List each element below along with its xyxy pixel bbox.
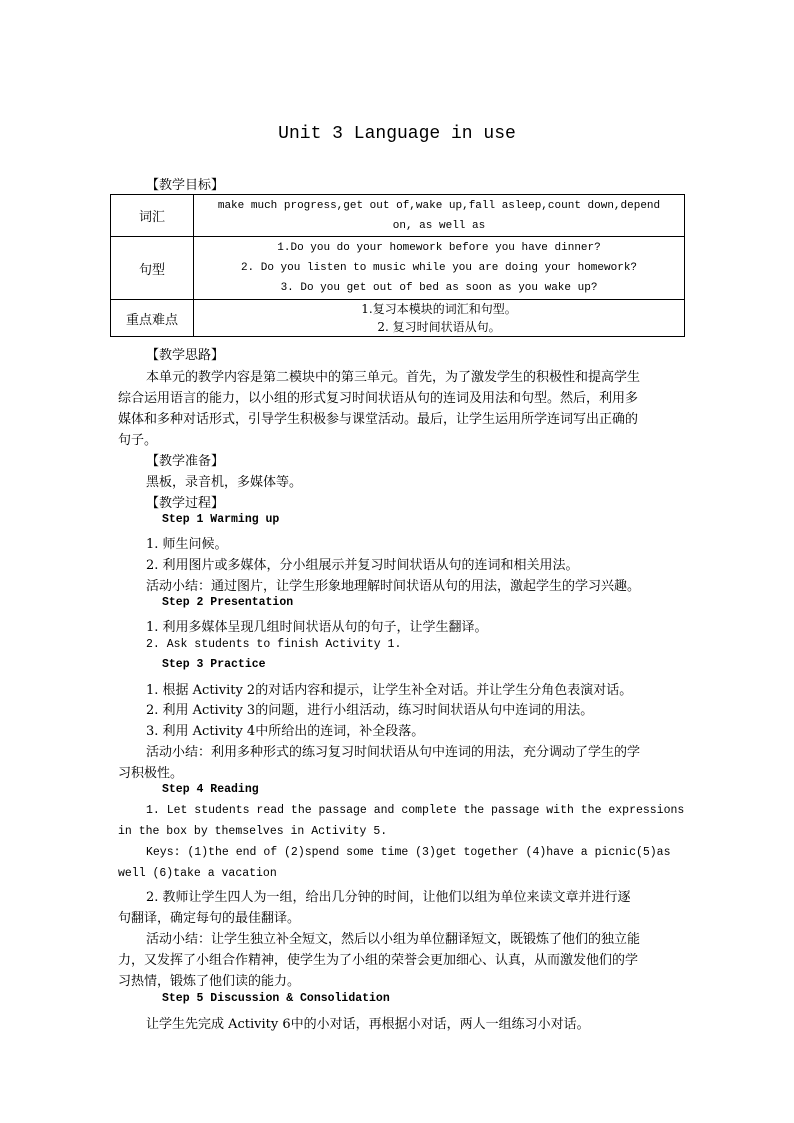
table-row (111, 237, 685, 300)
step5-title: Step 5 Discussion & Consolidation (162, 992, 390, 1005)
step3-item: 1. 根据 Activity 2的对话内容和提示，让学生补全对话。并让学生分角色表演对话。 (146, 683, 633, 698)
vocab-label: 词汇 (111, 195, 194, 237)
step4-keys: well (6)take a vacation (118, 867, 277, 880)
step4-item: 2. 教师让学生四人为一组，给出几分钟的时间，让他们以组为单位来读文章并进行逐 (146, 890, 631, 905)
table-row (111, 195, 685, 237)
step4-item: 句翻译，确定每句的最佳翻译。 (118, 911, 301, 926)
step4-keys: Keys: (1)the end of (2)spend some time (3)get together (4)have a picnic(5)as (146, 846, 671, 859)
step3-title: Step 3 Practice (162, 658, 266, 671)
step3-summary: 活动小结：利用多种形式的练习复习时间状语从句中连词的用法，充分调动了学生的学 (146, 745, 641, 760)
step2-item: 2. Ask students to finish Activity 1. (146, 638, 402, 651)
step1-summary: 活动小结：通过图片，让学生形象地理解时间状语从句的用法，激起学生的学习兴趣。 (146, 579, 641, 594)
key-points-label: 重点难点 (111, 300, 194, 337)
step5-item: 让学生先完成 Activity 6中的小对话，再根据小对话，两人一组练习小对话。 (146, 1017, 590, 1032)
approach-line: 本单元的教学内容是第二模块中的第三单元。首先，为了激发学生的积极性和提高学生 (146, 370, 641, 385)
section-heading-approach: 【教学思路】 (146, 348, 225, 363)
step4-item: 1. Let students read the passage and complete the passage with the expressions (146, 804, 685, 817)
approach-line: 句子。 (118, 433, 158, 448)
vocab-line: make much progress,get out of,wake up,fall asleep,count down,depend (217, 199, 661, 212)
step4-item: in the box by themselves in Activity 5. (118, 825, 388, 838)
approach-line: 媒体和多种对话形式，引导学生积极参与课堂活动。最后，让学生运用所学连词写出正确的 (118, 412, 639, 427)
step4-summary: 力，又发挥了小组合作精神，使学生为了小组的荣誉会更加细心、认真，从而激发他们的学 (118, 953, 639, 968)
step2-item: 1. 利用多媒体呈现几组时间状语从句的句子，让学生翻译。 (146, 620, 488, 635)
key-point-line: 1.复习本模块的词汇和句型。 (361, 302, 517, 316)
page-title: Unit 3 Language in use (278, 124, 516, 144)
step3-summary: 习积极性。 (118, 766, 184, 781)
section-heading-objectives: 【教学目标】 (146, 178, 225, 193)
pattern-cell (194, 237, 685, 300)
preparation-text: 黑板，录音机，多媒体等。 (146, 475, 303, 490)
table-row (111, 300, 685, 337)
vocab-cell (194, 195, 685, 237)
step2-title: Step 2 Presentation (162, 596, 294, 609)
vocab-line: on, as well as (392, 219, 486, 232)
pattern-line: 3. Do you get out of bed as soon as you wake up? (280, 282, 598, 294)
pattern-line: 2. Do you listen to music while you are doing your homework? (240, 262, 638, 274)
step3-item: 2. 利用 Activity 3的问题，进行小组活动，练习时间状语从句中连词的用法。 (146, 703, 594, 718)
step4-title: Step 4 Reading (162, 783, 259, 796)
pattern-line: 1.Do you do your homework before you have dinner? (277, 242, 601, 254)
objectives-table (110, 194, 685, 337)
key-point-line: 2. 复习时间状语从句。 (377, 320, 501, 334)
step3-item: 3. 利用 Activity 4中所给出的连词，补全段落。 (146, 724, 425, 739)
pattern-label: 句型 (111, 237, 194, 300)
section-heading-preparation: 【教学准备】 (146, 454, 225, 469)
section-heading-process: 【教学过程】 (146, 496, 225, 511)
approach-line: 综合运用语言的能力，以小组的形式复习时间状语从句的连词及用法和句型。然后，利用多 (118, 391, 639, 406)
step1-title: Step 1 Warming up (162, 513, 280, 526)
step4-summary: 活动小结：让学生独立补全短文，然后以小组为单位翻译短文，既锻炼了他们的独立能 (146, 932, 641, 947)
step1-item: 1. 师生问候。 (146, 537, 228, 552)
key-points-cell (194, 300, 685, 337)
step1-item: 2. 利用图片或多媒体，分小组展示并复习时间状语从句的连词和相关用法。 (146, 558, 579, 573)
step4-summary: 习热情，锻炼了他们读的能力。 (118, 974, 301, 989)
